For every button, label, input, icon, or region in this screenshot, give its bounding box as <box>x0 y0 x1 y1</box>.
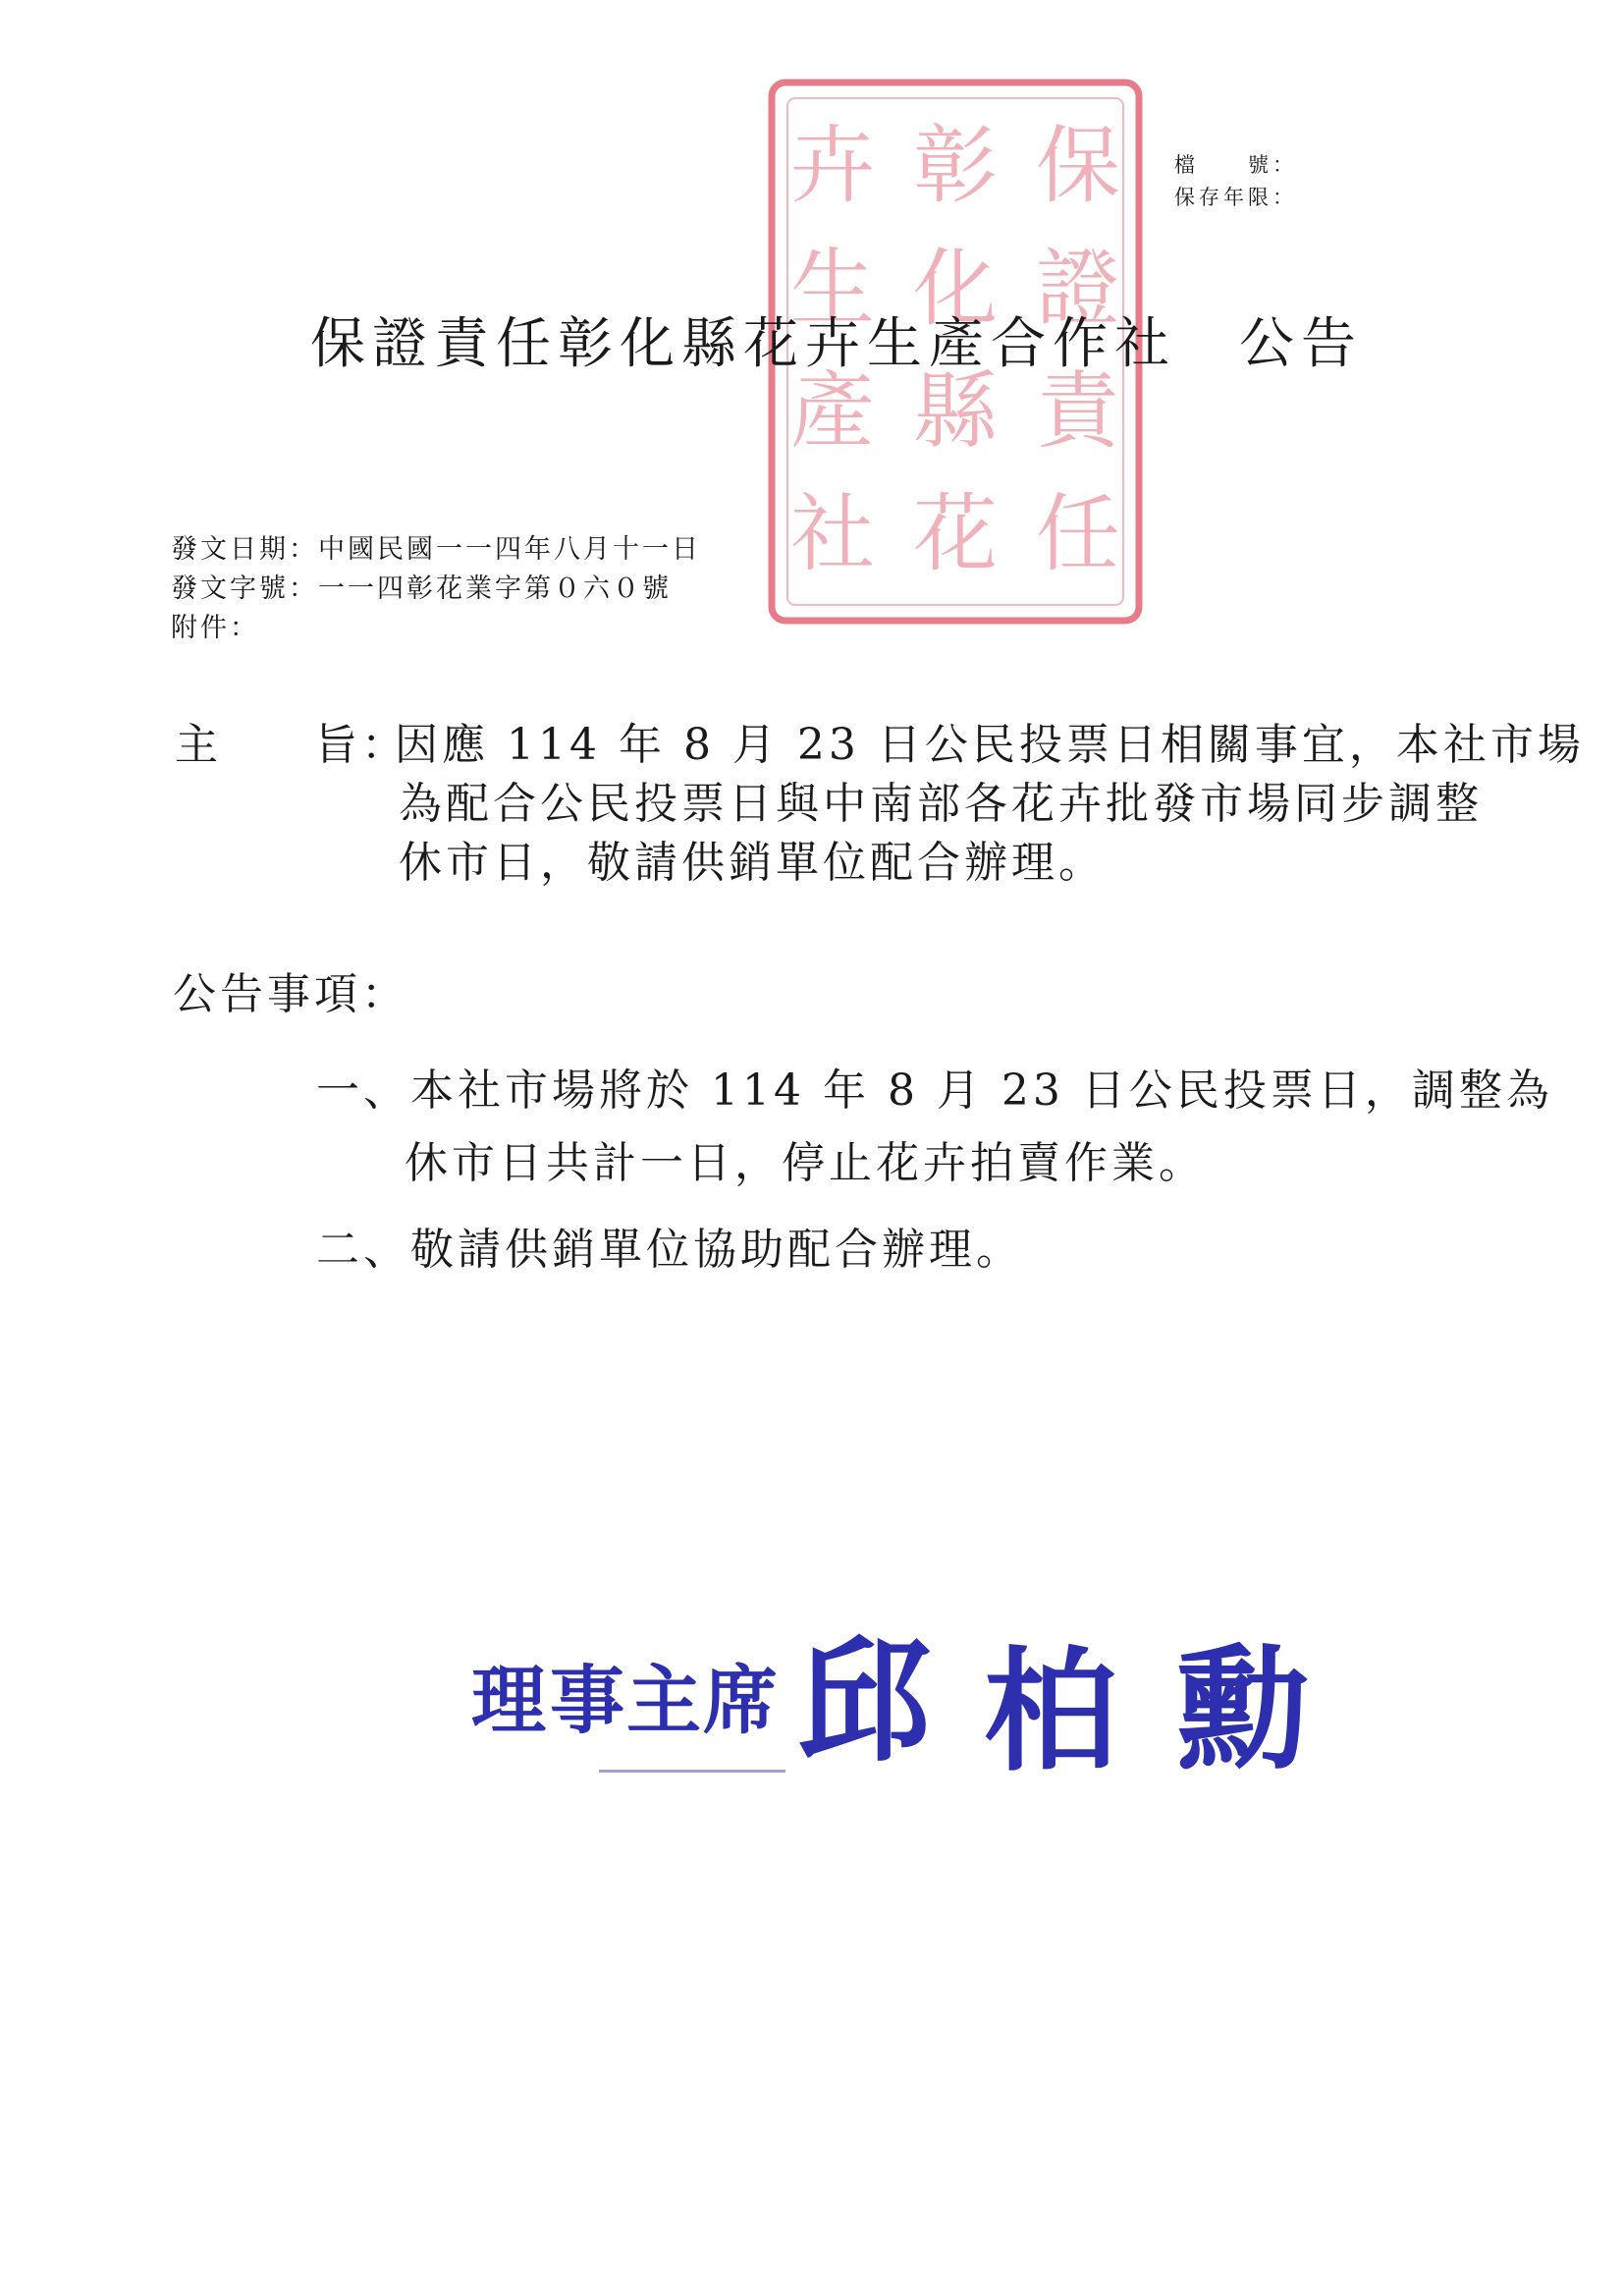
svg-text:彰: 彰 <box>913 117 998 215</box>
svg-text:生: 生 <box>790 240 875 338</box>
issue-date: 發文日期：中國民國一一四年八月十一日 <box>171 534 701 565</box>
svg-text:事: 事 <box>550 1657 624 1744</box>
svg-text:勳: 勳 <box>1176 1631 1310 1788</box>
svg-text:任: 任 <box>1036 485 1120 583</box>
subject-label <box>175 709 408 772</box>
subject-line-3: 休市日，敬請供銷單位配合辦理。 <box>399 838 1106 888</box>
archive-info <box>1174 149 1297 214</box>
file-number-label: 檔 號： <box>1174 153 1297 177</box>
svg-text:保: 保 <box>1036 117 1120 215</box>
svg-text:柏: 柏 <box>984 1633 1117 1790</box>
attachment-label: 附件： <box>171 613 259 643</box>
notice-item-2: 二、敬請供銷單位協助配合辦理。 <box>316 1225 1023 1275</box>
svg-text:花: 花 <box>913 485 998 583</box>
document-number: 發文字號：一一四彰花業字第０六０號 <box>171 574 672 604</box>
svg-text:席: 席 <box>703 1657 778 1744</box>
subject-line-2: 為配合公民投票日與中南部各花卉批發市場同步調整 <box>399 779 1483 829</box>
svg-text:理: 理 <box>471 1657 546 1744</box>
svg-text:主: 主 <box>626 1657 701 1744</box>
svg-text:證: 證 <box>1036 240 1120 338</box>
svg-text:邱: 邱 <box>797 1623 931 1780</box>
organization-name: 保證責任彰化縣花卉生產合作社 <box>310 312 1176 376</box>
subject-label-char: 主 <box>175 720 222 770</box>
subject-line-1: 因應 114 年 8 月 23 日公民投票日相關事宜，本社市場 <box>395 720 1585 770</box>
announcement-title <box>310 301 1363 379</box>
svg-text:縣: 縣 <box>913 362 998 461</box>
notice-heading: 公告事項： <box>173 969 408 1019</box>
retention-period-label: 保存年限： <box>1174 186 1297 209</box>
notice-item-1-line-2: 休市日共計一日，停止花卉拍賣作業。 <box>405 1138 1206 1188</box>
svg-text:社: 社 <box>790 485 875 583</box>
notice-item-1-line-1: 一、本社市場將於 114 年 8 月 23 日公民投票日，調整為 <box>316 1066 1553 1116</box>
svg-text:責: 責 <box>1036 362 1120 461</box>
issue-meta <box>171 530 701 648</box>
svg-text:產: 產 <box>790 362 875 461</box>
subject-label-colon: 旨： <box>314 720 408 770</box>
svg-text:化: 化 <box>913 240 998 338</box>
document-type: 公告 <box>1239 312 1363 376</box>
svg-text:卉: 卉 <box>790 117 875 215</box>
chairman-signature <box>461 1601 1355 1797</box>
